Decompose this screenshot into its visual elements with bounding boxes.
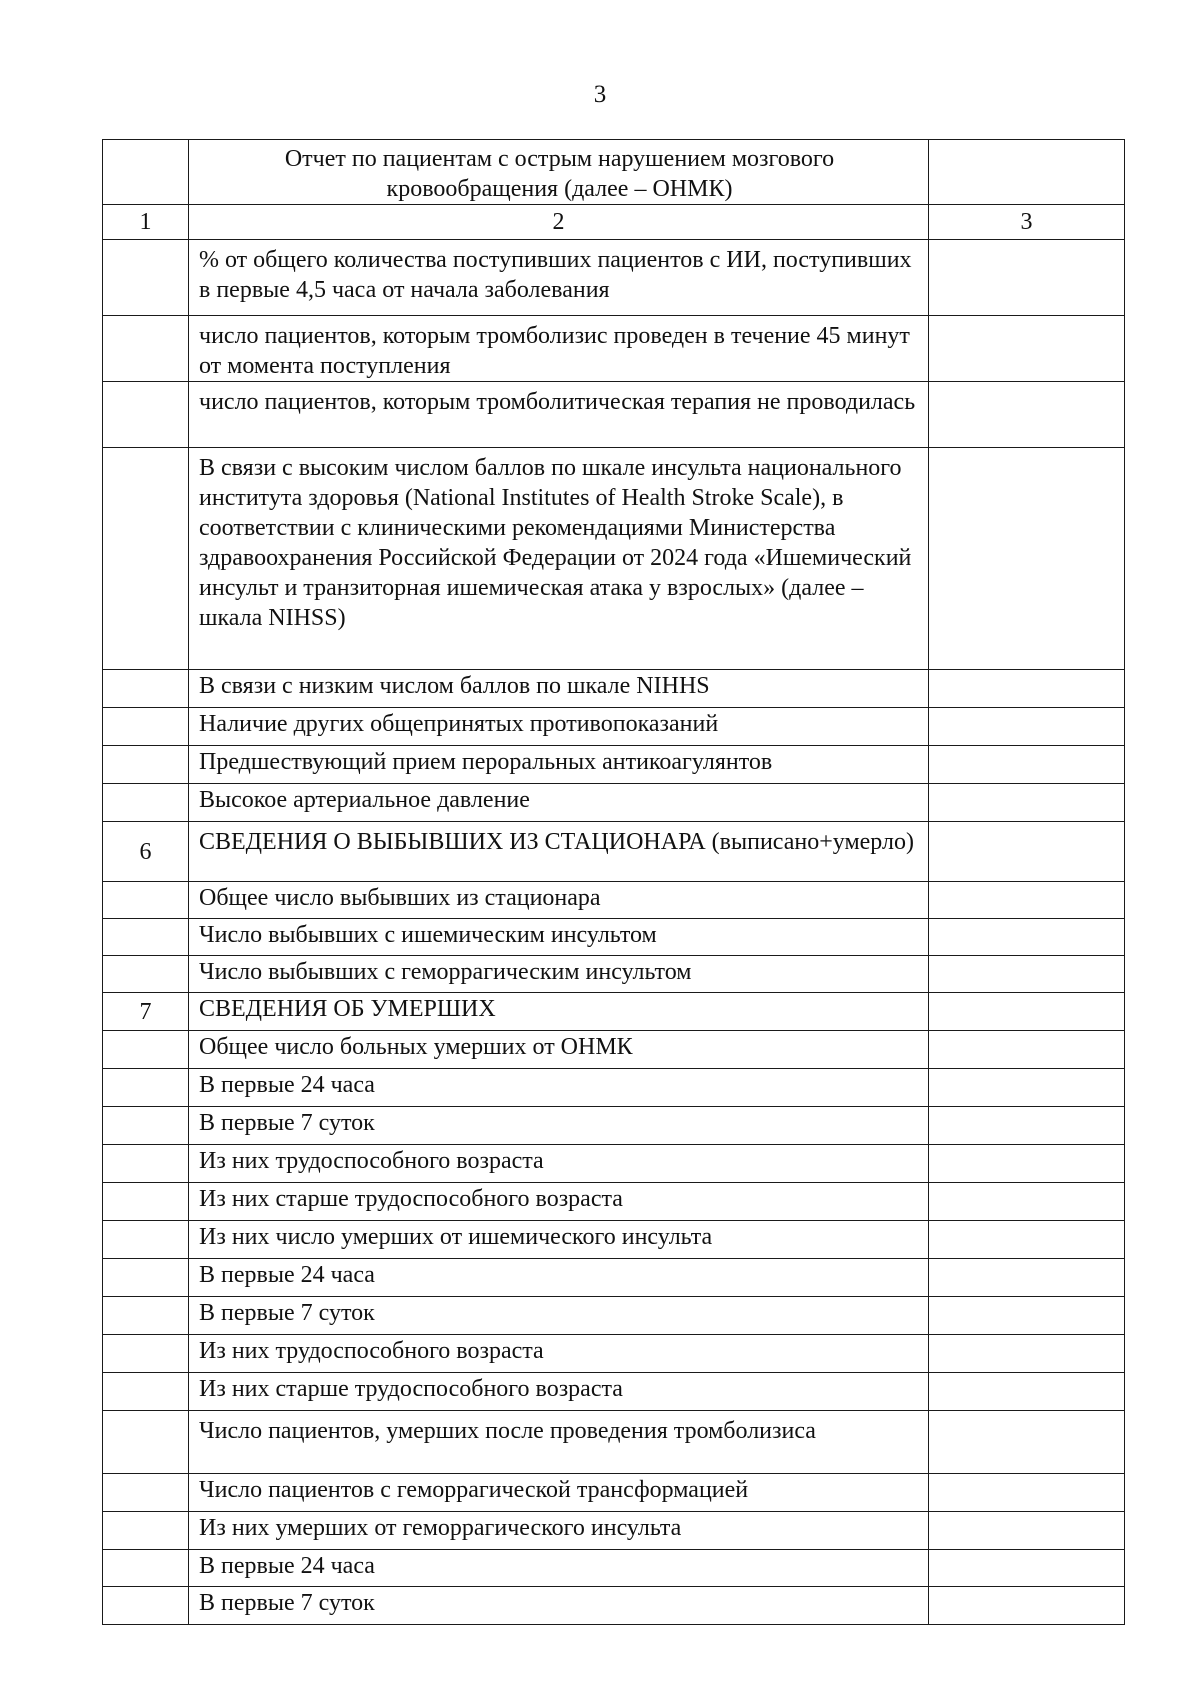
row-number-cell: 7 <box>103 993 189 1031</box>
row-value-cell <box>929 1069 1125 1107</box>
row-number-cell <box>103 1550 189 1587</box>
row-number-cell <box>103 1297 189 1335</box>
column-numbers-row <box>103 205 1125 240</box>
table-row <box>103 1183 1125 1221</box>
report-table <box>102 139 1125 1625</box>
row-number-cell <box>103 1183 189 1221</box>
row-value-cell <box>929 1145 1125 1183</box>
table-row <box>103 1259 1125 1297</box>
row-label-cell: Число пациентов с геморрагической трансформацией <box>189 1474 929 1512</box>
row-label-cell: Наличие других общепринятых противопоказаний <box>189 708 929 746</box>
table-row <box>103 993 1125 1031</box>
row-number-cell <box>103 784 189 822</box>
row-label-cell: СВЕДЕНИЯ О ВЫБЫВШИХ ИЗ СТАЦИОНАРА (выписано+умерло) <box>189 822 929 882</box>
table-row <box>103 708 1125 746</box>
row-number-cell <box>103 708 189 746</box>
row-label-cell: В первые 24 часа <box>189 1259 929 1297</box>
row-label-cell: Общее число больных умерших от ОНМК <box>189 1031 929 1069</box>
row-value-cell <box>929 240 1125 316</box>
row-value-cell <box>929 784 1125 822</box>
table-row <box>103 1373 1125 1411</box>
row-value-cell <box>929 1259 1125 1297</box>
row-label-cell: В первые 7 суток <box>189 1107 929 1145</box>
header-cell-number <box>103 140 189 205</box>
table-row <box>103 1145 1125 1183</box>
row-label-cell: В первые 7 суток <box>189 1587 929 1625</box>
row-value-cell <box>929 1183 1125 1221</box>
row-value-cell <box>929 1512 1125 1550</box>
row-label-cell: Число выбывших с ишемическим инсультом <box>189 919 929 956</box>
row-number-cell <box>103 746 189 784</box>
row-value-cell <box>929 1221 1125 1259</box>
row-number-cell: 6 <box>103 822 189 882</box>
row-value-cell <box>929 1031 1125 1069</box>
table-row <box>103 240 1125 316</box>
table-row <box>103 448 1125 670</box>
row-value-cell <box>929 1587 1125 1625</box>
row-number-cell <box>103 670 189 708</box>
row-label-cell: В связи с высоким числом баллов по шкале инсульта национального института здоровья (National Institutes of Health Stroke Scale), в соответствии с клиническими рекомендациями Министерства здравоохранения Российской Федерации от 2024 года «Ишемический инсульт и транзиторная ишемическая атака у взрослых» (далее – шкала NIHSS) <box>189 448 929 670</box>
row-number-cell <box>103 919 189 956</box>
row-number-cell <box>103 1221 189 1259</box>
row-number-cell <box>103 316 189 382</box>
page-number: 3 <box>593 81 607 108</box>
row-number-cell <box>103 1587 189 1625</box>
row-number-cell <box>103 1512 189 1550</box>
row-label-cell: Число пациентов, умерших после проведения тромболизиса <box>189 1411 929 1474</box>
row-value-cell <box>929 822 1125 882</box>
table-row <box>103 1031 1125 1069</box>
row-number-cell <box>103 1373 189 1411</box>
table-row <box>103 784 1125 822</box>
row-number-cell <box>103 382 189 448</box>
row-label-cell: Число выбывших с геморрагическим инсультом <box>189 956 929 993</box>
column-number: 3 <box>929 205 1125 240</box>
table-row <box>103 746 1125 784</box>
table-row <box>103 822 1125 882</box>
row-value-cell <box>929 708 1125 746</box>
row-number-cell <box>103 1411 189 1474</box>
row-value-cell <box>929 670 1125 708</box>
row-number-cell <box>103 240 189 316</box>
row-value-cell <box>929 1335 1125 1373</box>
row-label-cell: Из них число умерших от ишемического инсульта <box>189 1221 929 1259</box>
row-number-cell <box>103 1145 189 1183</box>
row-value-cell <box>929 448 1125 670</box>
table-row <box>103 1587 1125 1625</box>
row-number-cell <box>103 1335 189 1373</box>
row-value-cell <box>929 1373 1125 1411</box>
row-value-cell <box>929 1107 1125 1145</box>
row-number-cell <box>103 1069 189 1107</box>
row-number-cell <box>103 882 189 919</box>
table-row <box>103 1107 1125 1145</box>
table-row <box>103 919 1125 956</box>
row-number-cell <box>103 1031 189 1069</box>
row-value-cell <box>929 746 1125 784</box>
row-label-cell: В первые 24 часа <box>189 1550 929 1587</box>
column-number: 1 <box>103 205 189 240</box>
row-number-cell <box>103 1474 189 1512</box>
row-number-cell <box>103 448 189 670</box>
row-label-cell: Из них трудоспособного возраста <box>189 1335 929 1373</box>
table-header-row <box>103 140 1125 205</box>
row-value-cell <box>929 919 1125 956</box>
row-number-cell <box>103 1259 189 1297</box>
row-label-cell: Из них умерших от геморрагического инсульта <box>189 1512 929 1550</box>
table-row <box>103 316 1125 382</box>
row-label-cell: В первые 24 часа <box>189 1069 929 1107</box>
table-row <box>103 956 1125 993</box>
table-row <box>103 1550 1125 1587</box>
table-row <box>103 1297 1125 1335</box>
row-label-cell: число пациентов, которым тромболизис проведен в течение 45 минут от момента поступления <box>189 316 929 382</box>
row-label-cell: Из них старше трудоспособного возраста <box>189 1183 929 1221</box>
row-label-cell: В первые 7 суток <box>189 1297 929 1335</box>
row-value-cell <box>929 382 1125 448</box>
row-label-cell: % от общего количества поступивших пациентов с ИИ, поступивших в первые 4,5 часа от начала заболевания <box>189 240 929 316</box>
table-row <box>103 670 1125 708</box>
row-number-cell <box>103 1107 189 1145</box>
row-value-cell <box>929 1474 1125 1512</box>
row-label-cell: число пациентов, которым тромболитическая терапия не проводилась <box>189 382 929 448</box>
row-value-cell <box>929 1550 1125 1587</box>
row-label-cell: СВЕДЕНИЯ ОБ УМЕРШИХ <box>189 993 929 1031</box>
row-value-cell <box>929 882 1125 919</box>
row-label-cell: В связи с низким числом баллов по шкале NIHHS <box>189 670 929 708</box>
header-cell-value <box>929 140 1125 205</box>
row-label-cell: Предшествующий прием пероральных антикоагулянтов <box>189 746 929 784</box>
row-value-cell <box>929 956 1125 993</box>
row-value-cell <box>929 1297 1125 1335</box>
row-label-cell: Общее число выбывших из стационара <box>189 882 929 919</box>
table-row <box>103 882 1125 919</box>
row-label-cell: Из них трудоспособного возраста <box>189 1145 929 1183</box>
row-number-cell <box>103 956 189 993</box>
row-value-cell <box>929 1411 1125 1474</box>
table-row <box>103 1474 1125 1512</box>
table-row <box>103 382 1125 448</box>
row-label-cell: Из них старше трудоспособного возраста <box>189 1373 929 1411</box>
header-title: Отчет по пациентам с острым нарушением мозгового кровообращения (далее – ОНМК) <box>189 140 929 205</box>
row-value-cell <box>929 316 1125 382</box>
row-label-cell: Высокое артериальное давление <box>189 784 929 822</box>
table-row <box>103 1221 1125 1259</box>
table-row <box>103 1411 1125 1474</box>
table-row <box>103 1069 1125 1107</box>
row-value-cell <box>929 993 1125 1031</box>
column-number: 2 <box>189 205 929 240</box>
table-row <box>103 1512 1125 1550</box>
table-row <box>103 1335 1125 1373</box>
